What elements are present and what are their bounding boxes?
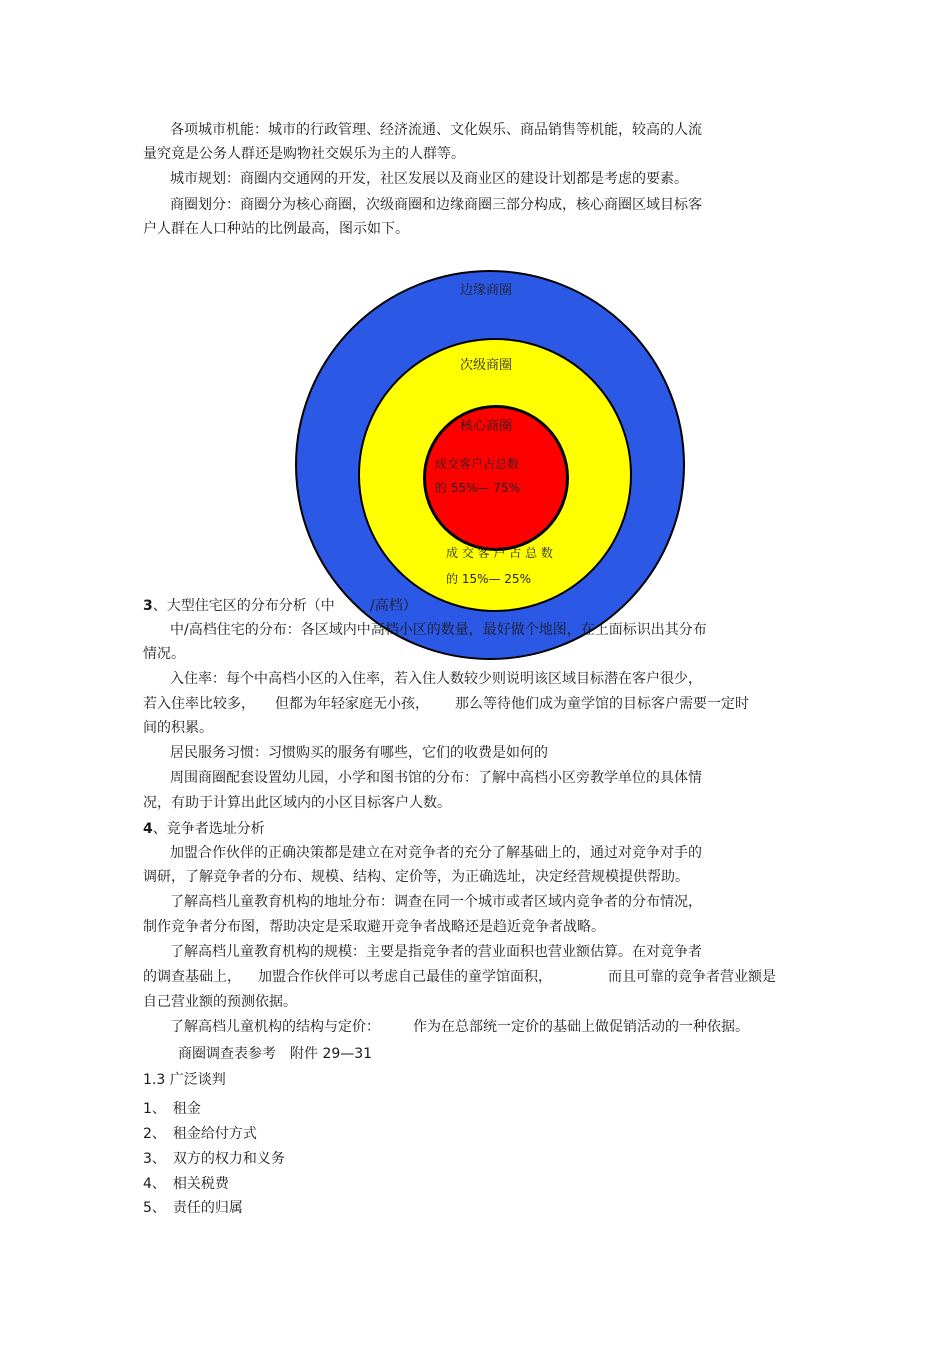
trade-area-diagram [280, 255, 720, 675]
section-4-heading [143, 820, 265, 838]
paragraph-line: 中/高档住宅的分布：各区域内中高档小区的数量，最好做个地图，在上面标识出其分布 [170, 622, 707, 638]
paragraph-line: 周围商圈配套设置幼儿园，小学和图书馆的分布：了解中高档小区旁教学单位的具体情 [170, 770, 702, 786]
outer-ring-label: 边缘商圈 [460, 283, 513, 298]
paragraph-line: 若入住率比较多， [143, 696, 255, 712]
heading-number: 4 [143, 821, 153, 837]
list-item: 3、 双方的权力和义务 [143, 1151, 285, 1167]
paragraph-line: 加盟合作伙伴可以考虑自己最佳的童学馆面积， [258, 969, 552, 985]
section-1-3-heading: 1.3 广泛谈判 [143, 1072, 226, 1088]
list-item: 4、 相关税费 [143, 1176, 229, 1192]
list-item: 1、 租金 [143, 1101, 201, 1117]
paragraph-line: 调研，了解竞争者的分布、规模、结构、定价等，为正确选址，决定经营规模提供帮助。 [143, 869, 689, 885]
list-item: 2、 租金给付方式 [143, 1126, 257, 1142]
paragraph-line: 商圈划分：商圈分为核心商圈，次级商圈和边缘商圈三部分构成，核心商圈区域目标客 [170, 197, 702, 213]
paragraph-line: 况，有助于计算出此区域内的小区目标客户人数。 [143, 795, 451, 811]
paragraph-line: 而且可靠的竞争者营业额是 [608, 969, 776, 985]
paragraph-line: 的调查基础上， [143, 969, 241, 985]
core-note: 的 55%— 75% [435, 481, 520, 495]
heading-text: 、大型住宅区的分布分析（中 [152, 598, 335, 614]
paragraph-line: 量究竟是公务人群还是购物社交娱乐为主的人群等。 [143, 146, 465, 162]
paragraph-line: 各项城市机能：城市的行政管理、经济流通、文化娱乐、商品销售等机能，较高的人流 [170, 122, 702, 138]
paragraph-line: 了解高档儿童机构的结构与定价： [170, 1019, 380, 1035]
section-3-heading [143, 597, 335, 615]
paragraph-line: 那么等待他们成为童学馆的目标客户需要一定时 [455, 696, 749, 712]
paragraph-line: 加盟合作伙伴的正确决策都是建立在对竞争者的充分了解基础上的，通过对竞争对手的 [170, 845, 702, 861]
list-item: 5、 责任的归属 [143, 1200, 243, 1216]
paragraph-line: 作为在总部统一定价的基础上做促销活动的一种依据。 [413, 1019, 749, 1035]
paragraph-line: 城市规划：商圈内交通网的开发，社区发展以及商业区的建设计划都是考虑的要素。 [170, 171, 688, 187]
paragraph-line: 了解高档儿童教育机构的规模：主要是指竞争者的营业面积也营业额估算。在对竞争者 [170, 944, 702, 960]
paragraph-line: 间的积累。 [143, 720, 213, 736]
paragraph-line: 居民服务习惯：习惯购买的服务有哪些，它们的收费是如何的 [170, 745, 548, 761]
paragraph-line: 户人群在人口种站的比例最高，图示如下。 [143, 221, 409, 237]
paragraph-line: 入住率：每个中高档小区的入住率，若入住人数较少则说明该区域目标潜在客户很少， [170, 671, 702, 687]
paragraph-line: 但都为年轻家庭无小孩， [275, 696, 429, 712]
middle-ring-label: 次级商圈 [460, 358, 513, 373]
middle-note: 成 交 客 户 占 总 数 [446, 546, 553, 560]
heading-text: /高档） [370, 598, 417, 614]
heading-text: 、竞争者选址分析 [152, 821, 265, 837]
paragraph-line: 制作竞争者分布图，帮助决定是采取避开竞争者战略还是趋近竞争者战略。 [143, 919, 605, 935]
core-note: 成交客户占总数 [435, 457, 520, 471]
appendix-note: 商圈调查表参考 附件 29—31 [178, 1046, 373, 1062]
paragraph-line: 情况。 [143, 646, 185, 662]
middle-note: 的 15%— 25% [446, 572, 531, 586]
paragraph-line: 了解高档儿童教育机构的地址分布：调查在同一个城市或者区域内竞争者的分布情况， [170, 894, 702, 910]
heading-number: 3 [143, 598, 153, 614]
core-ring-label: 核心商圈 [460, 419, 513, 434]
paragraph-line: 自己营业额的预测依据。 [143, 994, 297, 1010]
